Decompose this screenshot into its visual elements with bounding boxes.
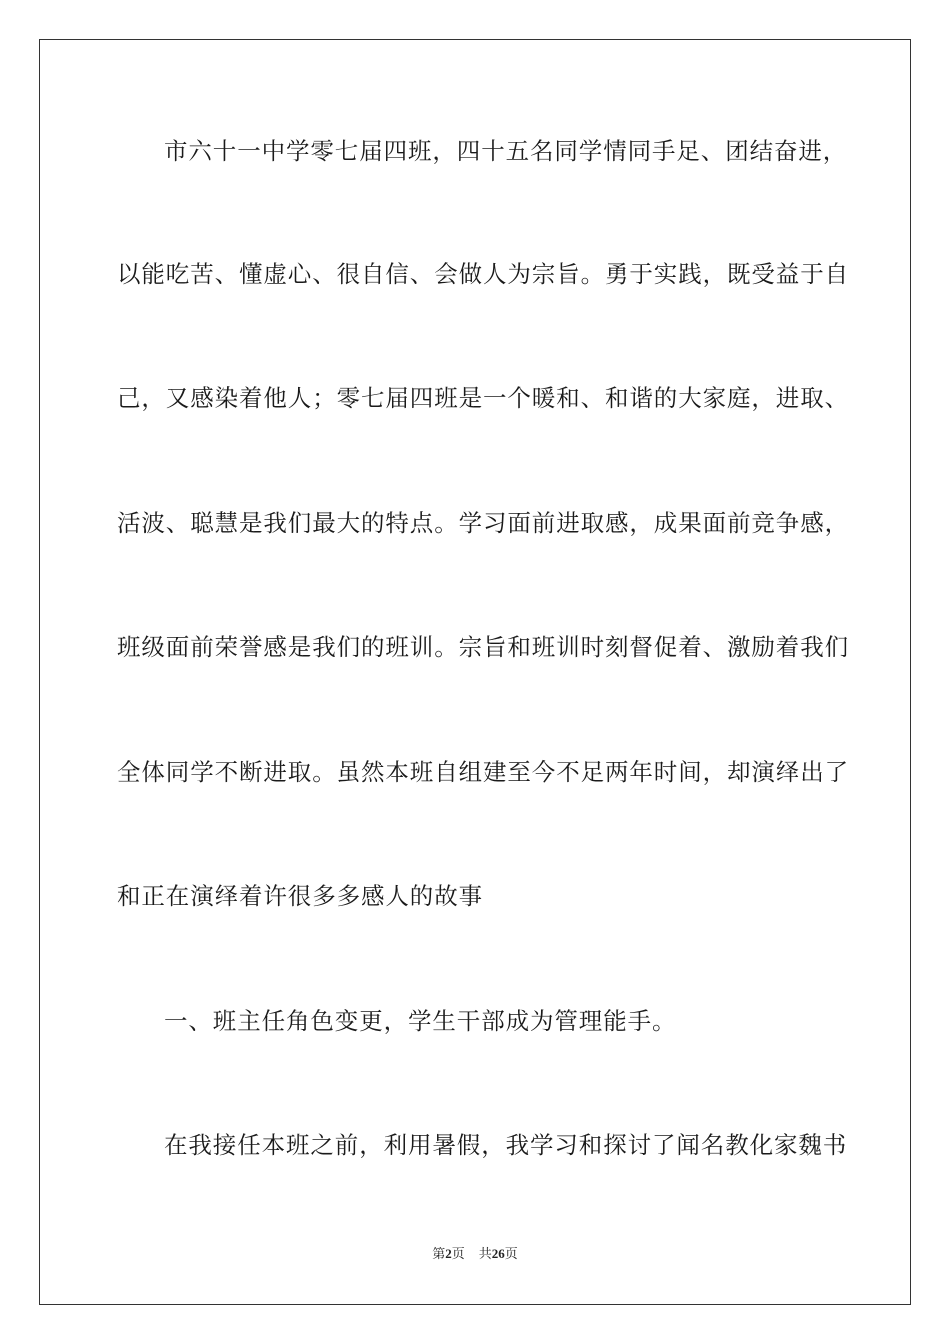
paragraph-line-7: 和正在演绎着许很多多感人的故事 <box>117 882 483 910</box>
page-footer <box>0 1245 950 1263</box>
total-prefix: 共 <box>478 1246 492 1261</box>
paragraph-line-2: 以能吃苦、懂虚心、很自信、会做人为宗旨。勇于实践，既受益于自 <box>117 260 849 288</box>
page-prefix: 第 <box>432 1246 446 1261</box>
paragraph-line-9: 在我接任本班之前，利用暑假，我学习和探讨了闻名教化家魏书 <box>164 1131 848 1159</box>
total-pages: 26 <box>491 1246 505 1261</box>
page-number: 2 <box>445 1246 452 1261</box>
section-heading: 一、班主任角色变更，学生干部成为管理能手。 <box>164 1007 677 1035</box>
paragraph-line-5: 班级面前荣誉感是我们的班训。宗旨和班训时刻督促着、激励着我们 <box>117 633 849 661</box>
paragraph-line-4: 活波、聪慧是我们最大的特点。学习面前进取感，成果面前竞争感， <box>117 509 849 537</box>
paragraph-line-6: 全体同学不断进取。虽然本班自组建至今不足两年时间，却演绎出了 <box>117 758 849 786</box>
page-suffix: 页 <box>451 1246 465 1261</box>
paragraph-line-3: 己，又感染着他人；零七届四班是一个暖和、和谐的大家庭，进取、 <box>117 384 849 412</box>
paragraph-line-1: 市六十一中学零七届四班，四十五名同学情同手足、团结奋进， <box>164 137 848 165</box>
page-border <box>39 39 911 1305</box>
total-suffix: 页 <box>504 1246 518 1261</box>
